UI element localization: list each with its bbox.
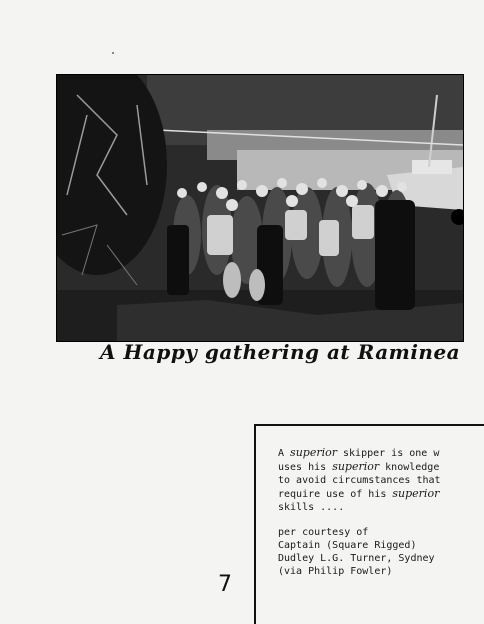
photo-image-icon	[57, 75, 463, 341]
quote-line-5: skills ....	[278, 502, 345, 513]
credit-line-1: per courtesy of	[278, 527, 369, 538]
superior-word: superior	[392, 487, 440, 500]
credit-line-4: (via Philip Fowler)	[278, 566, 393, 577]
superior-word: superior	[290, 446, 337, 459]
quote-line-3: to avoid circumstances that	[278, 475, 441, 486]
quote-line-2: uses his superior knowledge	[278, 460, 440, 473]
quote-text	[278, 446, 478, 578]
page-number: 7	[218, 572, 232, 597]
credit-line-2: Captain (Square Rigged)	[278, 540, 417, 551]
scan-speck	[112, 52, 114, 54]
photo-caption: A Happy gathering at Raminea	[100, 340, 461, 364]
quote-line-1: A superior skipper is one w	[278, 446, 440, 459]
credit-line-3: Dudley L.G. Turner, Sydney	[278, 553, 435, 564]
quote-line-4: require use of his superior	[278, 487, 440, 500]
group-photograph	[56, 74, 464, 342]
quote-box	[254, 424, 484, 624]
superior-word: superior	[332, 460, 380, 473]
